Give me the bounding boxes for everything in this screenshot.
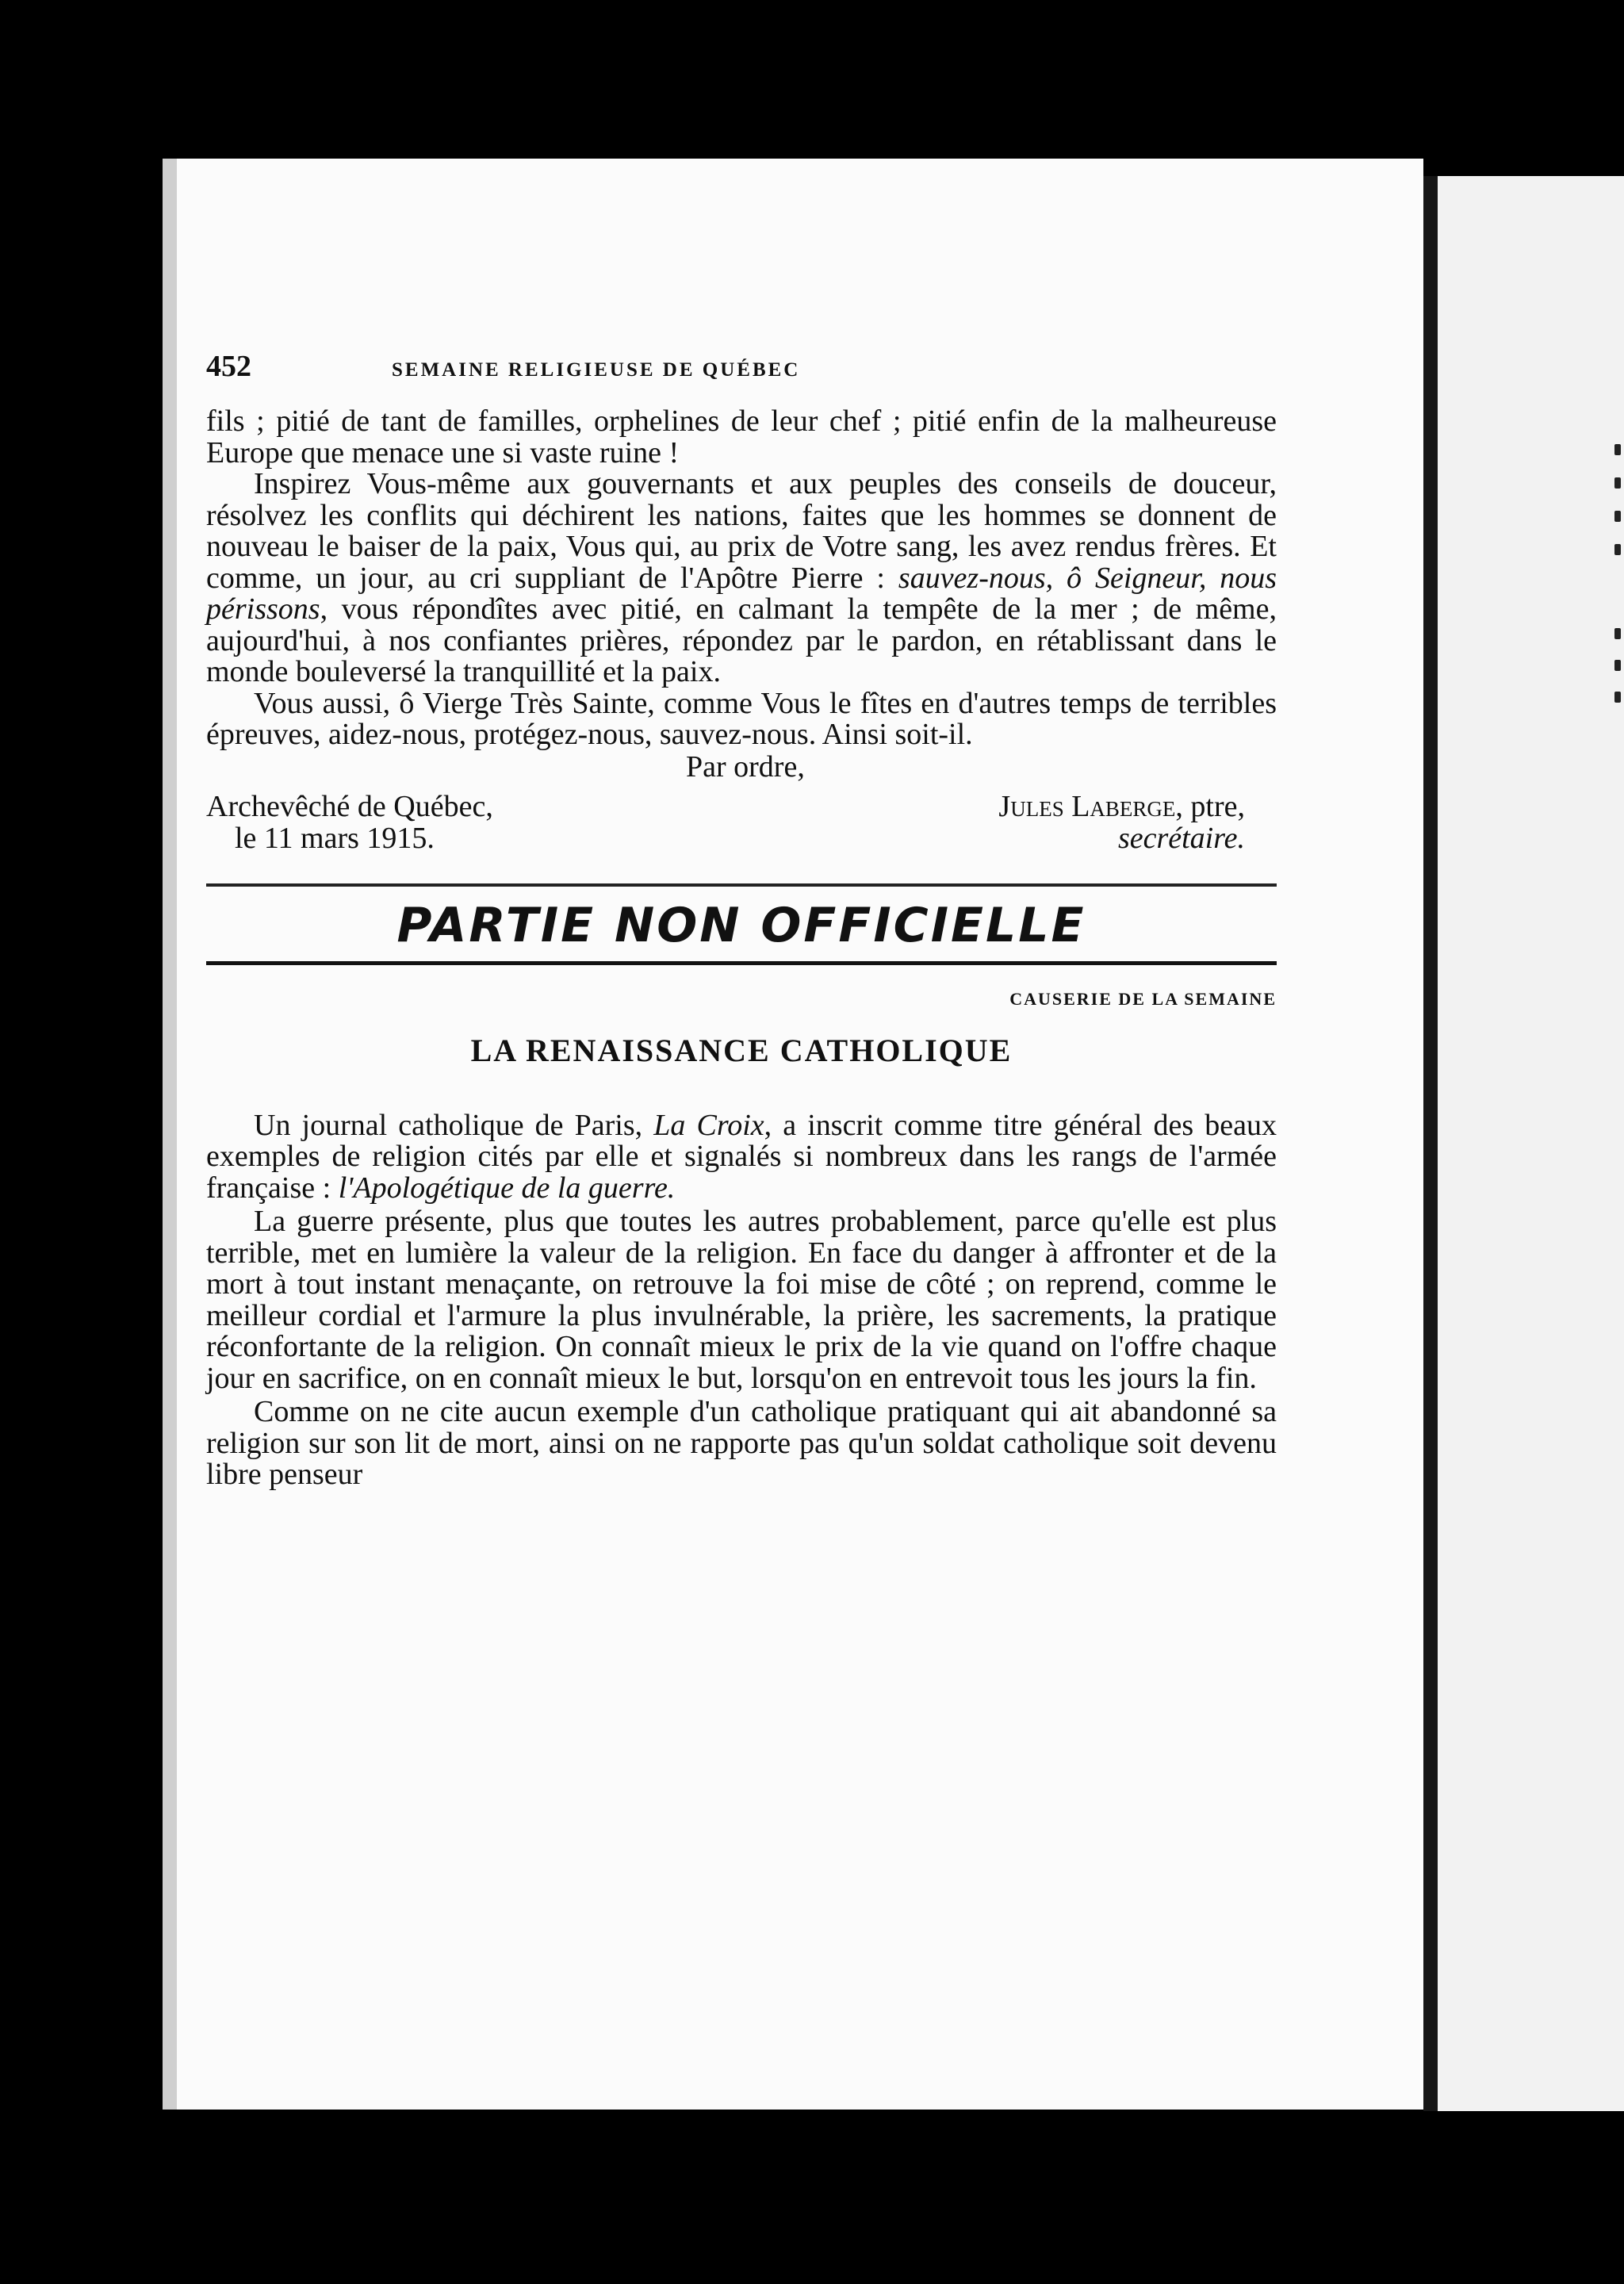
signer (998, 791, 1245, 822)
date: le 11 mars 1915. (235, 821, 435, 855)
adjacent-text-fragment (1614, 444, 1621, 455)
journal-title: SEMAINE RELIGIEUSE DE QUÉBEC (392, 359, 801, 381)
paragraph: La guerre présente, plus que toutes les autres probablement, parce qu'elle est plus terrible, met en lumière la valeur de la religion. En face du danger à affronter et de la mort à tout instant menaçante, on retrouve la foi mise de côté ; on reprend, comme le meilleur cordial et l'armure la plus invulnérable, la prière, les sacrements, la pratique réconfortante de la religion. On connaît mieux le prix de la vie quand on l'offre chaque jour en sacrifice, on en connaît mieux le but, lorsqu'on en entrevoit tous les jours la fin. (206, 1205, 1277, 1395)
adjacent-page-edge (1438, 176, 1624, 2111)
signer-role: secrétaire. (1117, 821, 1245, 855)
page-content (206, 349, 1277, 1493)
adjacent-text-fragment (1614, 477, 1621, 489)
signer-suffix: , ptre, (1175, 789, 1245, 823)
adjacent-text-fragment (1614, 692, 1621, 703)
par-ordre: Par ordre, (686, 749, 805, 784)
signature-block (206, 751, 1277, 874)
article-body (206, 1110, 1277, 1491)
paragraph (206, 1110, 1277, 1205)
divider (206, 961, 1277, 965)
page-number: 452 (206, 350, 251, 383)
paragraph-text: Un journal catholique de Paris, (254, 1108, 654, 1142)
section-title: PARTIE NON OFFICIELLE (396, 897, 1086, 953)
italic-quote: sauvez-nous, ô Seigneur, nous périssons (206, 561, 1277, 626)
adjacent-text-fragment (1614, 628, 1621, 639)
paragraph (206, 469, 1277, 688)
paragraph-text: , vous répondîtes avec pitié, en calmant la tempête de la mer ; de même, aujourd'hui, à nos confiantes prières, répondez par le pardon, en rétablissant dans le monde bouleversé la tranquillité et la paix. (206, 592, 1277, 688)
article-title: LA RENAISSANCE CATHOLIQUE (470, 1032, 1013, 1068)
adjacent-text-fragment (1614, 660, 1621, 671)
book-binding (1423, 176, 1438, 2111)
adjacent-text-fragment (1614, 544, 1621, 555)
italic-title: l'Apologétique de la guerre. (338, 1171, 676, 1205)
adjacent-text-fragment (1614, 511, 1621, 522)
italic-title: La Croix (653, 1108, 764, 1142)
column-heading: CAUSERIE DE LA SEMAINE (1009, 988, 1277, 1009)
paragraph-text: , a inscrit comme titre général des beaux exemples de religion cités par elle et signalés si nombreux dans les rangs de l'armée française : (206, 1108, 1277, 1205)
signer-name: Jules Laberge (998, 789, 1176, 823)
paragraph: fils ; pitié de tant de familles, orphelines de leur chef ; pitié enfin de la malheureuse Europe que menace une si vaste ruine ! (206, 404, 1277, 469)
place: Archevêché de Québec, (206, 789, 493, 823)
paragraph: Comme on ne cite aucun exemple d'un catholique pratiquant qui ait abandonné sa religion sur son lit de mort, ainsi on ne rapporte pas qu'un soldat catholique soit devenu libre penseur (206, 1395, 1277, 1491)
paragraph: Vous aussi, ô Vierge Très Sainte, comme Vous le fîtes en d'autres temps de terribles épreuves, aidez-nous, protégez-nous, sauvez-nous. Ainsi soit-il. (206, 686, 1277, 751)
paragraph-text: Inspirez Vous-même aux gouvernants et aux peuples des conseils de douceur, résolvez les conflits qui déchirent les nations, faites que les hommes se donnent de nouveau le baiser de la paix, Vous qui, au prix de Votre sang, les avez rendus frères. Et comme, un jour, au cri suppliant de l'Apôtre Pierre : (206, 467, 1277, 595)
running-head (206, 349, 1277, 406)
official-text (206, 406, 1277, 751)
